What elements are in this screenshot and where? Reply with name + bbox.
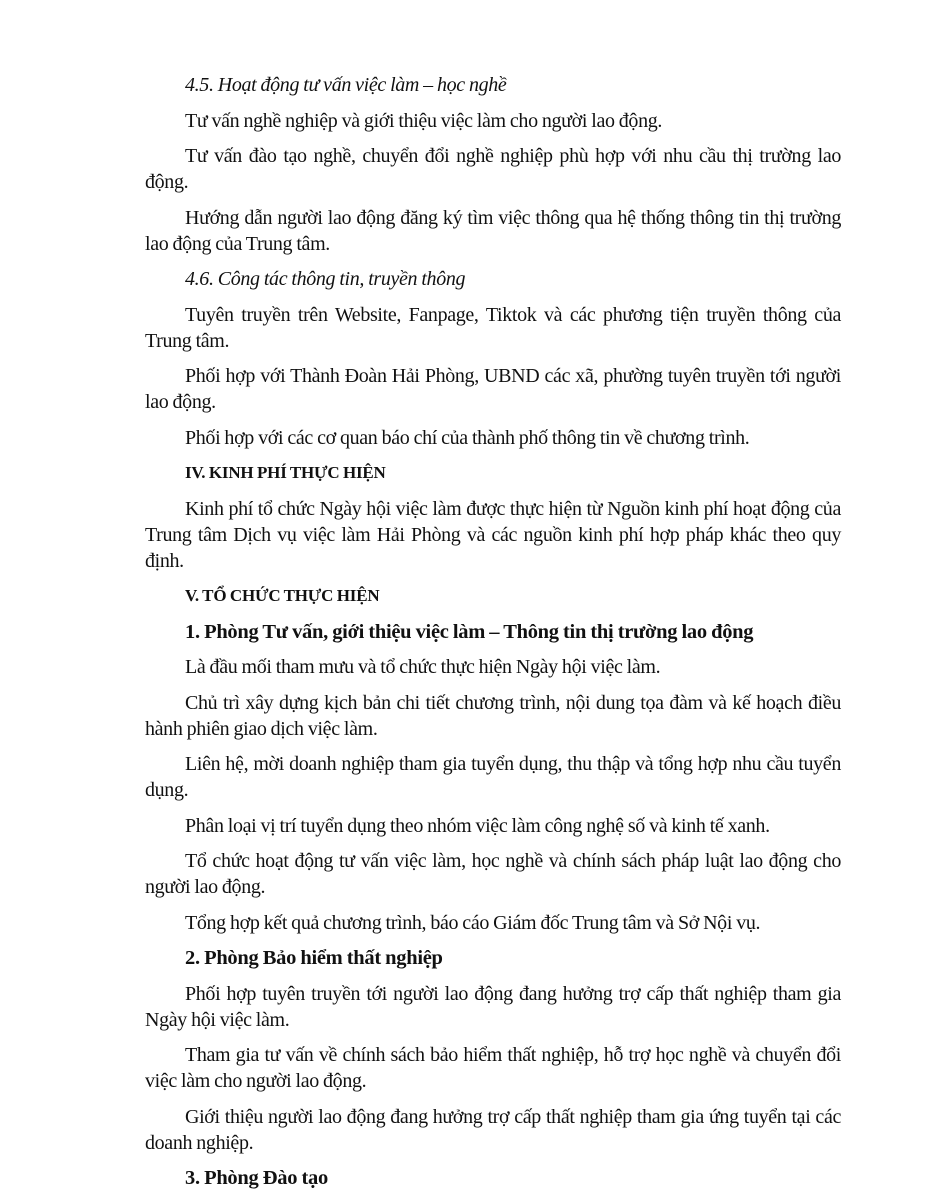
- heading-4-5: 4.5. Hoạt động tư vấn việc làm – học nghề: [185, 74, 507, 96]
- section-heading-iv: IV. KINH PHÍ THỰC HIỆN: [185, 463, 386, 482]
- paragraph: Chủ trì xây dựng kịch bản chi tiết chương trình, nội dung tọa đàm và kế hoạch điều hành phiên giao dịch việc làm.: [145, 691, 841, 740]
- paragraph: Kinh phí tổ chức Ngày hội việc làm được thực hiện từ Nguồn kinh phí hoạt động của Trung tâm Dịch vụ việc làm Hải Phòng và các nguồn kinh phí hợp pháp khác theo quy định.: [145, 497, 841, 572]
- paragraph: Tư vấn đào tạo nghề, chuyển đổi nghề nghiệp phù hợp với nhu cầu thị trường lao động.: [145, 145, 841, 193]
- paragraph: Hướng dẫn người lao động đăng ký tìm việc thông qua hệ thống thông tin thị trường lao động của Trung tâm.: [145, 206, 841, 255]
- paragraph: Tư vấn nghề nghiệp và giới thiệu việc làm cho người lao động.: [185, 109, 663, 132]
- paragraph: Là đầu mối tham mưu và tổ chức thực hiện Ngày hội việc làm.: [185, 656, 661, 678]
- section-heading-v: V. TỔ CHỨC THỰC HIỆN: [185, 586, 380, 605]
- paragraph: Phối hợp với Thành Đoàn Hải Phòng, UBND các xã, phường tuyên truyền tới người lao động.: [145, 365, 841, 413]
- paragraph: Giới thiệu người lao động đang hưởng trợ cấp thất nghiệp tham gia ứng tuyển tại các doanh nghiệp.: [145, 1105, 841, 1154]
- subheading-1: 1. Phòng Tư vấn, giới thiệu việc làm – Thông tin thị trường lao động: [185, 620, 754, 643]
- paragraph: Liên hệ, mời doanh nghiệp tham gia tuyển dụng, thu thập và tổng hợp nhu cầu tuyển dụng.: [145, 753, 841, 801]
- paragraph: Tuyên truyền trên Website, Fanpage, Tiktok và các phương tiện truyền thông của Trung tâm.: [145, 303, 841, 352]
- document-page: [145, 72, 841, 1201]
- paragraph: Tham gia tư vấn về chính sách bảo hiểm thất nghiệp, hỗ trợ học nghề và chuyển đổi việc làm cho người lao động.: [145, 1044, 841, 1092]
- paragraph: Phân loại vị trí tuyển dụng theo nhóm việc làm công nghệ số và kinh tế xanh.: [185, 814, 770, 837]
- paragraph: Phối hợp tuyên truyền tới người lao động đang hưởng trợ cấp thất nghiệp tham gia Ngày hội việc làm.: [145, 982, 841, 1031]
- subheading-2: 2. Phòng Bảo hiểm thất nghiệp: [185, 947, 443, 969]
- heading-4-6: 4.6. Công tác thông tin, truyền thông: [185, 268, 466, 290]
- paragraph: Phối hợp với các cơ quan báo chí của thành phố thông tin về chương trình.: [185, 426, 750, 449]
- paragraph: Tổ chức hoạt động tư vấn việc làm, học nghề và chính sách pháp luật lao động cho người lao động.: [145, 850, 841, 898]
- paragraph: Tổng hợp kết quả chương trình, báo cáo Giám đốc Trung tâm và Sở Nội vụ.: [185, 911, 761, 934]
- subheading-3: 3. Phòng Đào tạo: [185, 1167, 328, 1189]
